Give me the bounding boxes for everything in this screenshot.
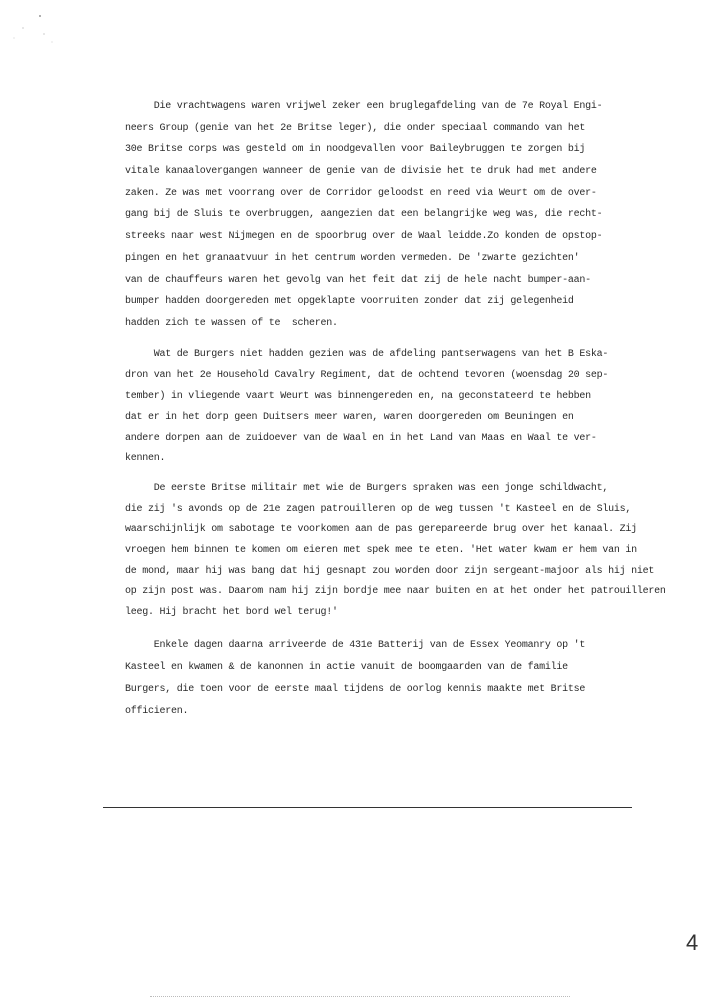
text-line: die zij 's avonds op de 21e zagen patrouilleren op de weg tussen 't Kasteel en de Sluis, [125, 503, 632, 515]
scan-specks [8, 12, 58, 52]
text-line: andere dorpen aan de zuidoever van de Waal en in het Land van Maas en Waal te ver- [125, 432, 597, 444]
text-line: dron van het 2e Household Cavalry Regiment, dat de ochtend tevoren (woensdag 20 sep- [125, 369, 609, 381]
text-line: gang bij de Sluis te overbruggen, aangezien dat een belangrijke weg was, die recht- [125, 209, 603, 221]
paragraph-1 [125, 96, 602, 335]
text-line: bumper hadden doorgereden met opgeklapte voorruiten zonder dat zij gelegenheid [125, 296, 574, 308]
text-line: leeg. Hij bracht het bord wel terug!' [125, 607, 338, 619]
page-number: 4 [686, 930, 699, 955]
text-line: van de chauffeurs waren het gevolg van het feit dat zij de hele nacht bumper-aan- [125, 274, 591, 286]
text-line: waarschijnlijk om sabotage te voorkomen aan de pas gerepareerde brug over het kanaal. Zij [125, 524, 637, 536]
text-line: op zijn post was. Daarom nam hij zijn bordje mee naar buiten en at het onder het patrouilleren [125, 586, 666, 598]
paragraph-2 [125, 345, 608, 470]
text-line: tember) in vliegende vaart Weurt was binnengereden en, na geconstateerd te hebben [125, 390, 591, 402]
horizontal-rule [103, 807, 632, 808]
text-line: Burgers, die toen voor de eerste maal tijdens de oorlog kennis maakte met Britse [125, 684, 586, 695]
text-line: vitale kanaalovergangen wanneer de genie van de divisie het te druk had met andere [125, 166, 597, 178]
text-line: pingen en het granaatvuur in het centrum worden vermeden. De 'zwarte gezichten' [125, 252, 580, 264]
text-line: Enkele dagen daarna arriveerde de 431e Batterij van de Essex Yeomanry op 't [125, 640, 586, 651]
bottom-edge-line [150, 996, 570, 997]
paragraph-4 [125, 635, 585, 723]
text-line: kennen. [125, 453, 166, 465]
text-line: 30e Britse corps was gesteld om in noodgevallen voor Baileybruggen te zorgen bij [125, 144, 586, 156]
text-line: neers Group (genie van het 2e Britse leger), die onder speciaal commando van het [125, 122, 586, 134]
paragraph-3 [125, 479, 666, 624]
text-line: officieren. [125, 706, 189, 717]
text-line: hadden zich te wassen of te scheren. [125, 317, 338, 329]
text-line: Die vrachtwagens waren vrijwel zeker een bruglegafdeling van de 7e Royal Engi- [125, 101, 603, 112]
text-line: de mond, maar hij was bang dat hij gesnapt zou worden door zijn sergeant-majoor als hij niet [125, 565, 655, 577]
text-line: Kasteel en kwamen & de kanonnen in actie vanuit de boomgaarden van de familie [125, 662, 568, 673]
text-line: streeks naar west Nijmegen en de spoorbrug over de Waal leidde.Zo konden de opstop- [125, 231, 603, 243]
text-line: dat er in het dorp geen Duitsers meer waren, waren doorgereden om Beuningen en [125, 411, 574, 423]
text-line: Wat de Burgers niet hadden gezien was de afdeling pantserwagens van het B Eska- [125, 349, 609, 360]
text-line: vroegen hem binnen te komen om eieren met spek mee te eten. 'Het water kwam er hem van in [125, 545, 637, 557]
text-line: De eerste Britse militair met wie de Burgers spraken was een jonge schildwacht, [125, 483, 609, 494]
text-line: zaken. Ze was met voorrang over de Corridor geloodst en reed via Weurt om de over- [125, 187, 597, 199]
